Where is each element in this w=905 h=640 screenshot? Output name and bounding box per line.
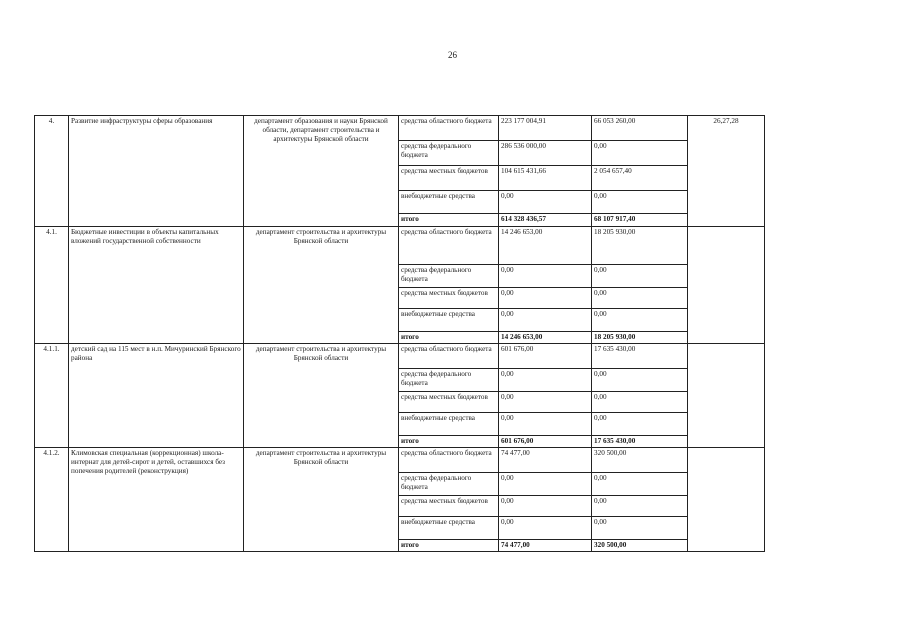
funding-source: итого xyxy=(399,436,499,448)
amount-col-1: 74 477,00 xyxy=(499,448,592,473)
indicator-reference xyxy=(688,227,765,344)
amount-col-1: 0,00 xyxy=(499,473,592,496)
page-number: 26 xyxy=(448,50,457,60)
item-number: 4.1. xyxy=(35,227,69,344)
funding-row xyxy=(35,116,765,141)
amount-col-2: 18 205 930,00 xyxy=(592,227,688,265)
item-number: 4.1.2. xyxy=(35,448,69,552)
amount-col-1: 14 246 653,00 xyxy=(499,332,592,344)
funding-source: средства областного бюджета xyxy=(399,116,499,141)
funding-row xyxy=(35,344,765,369)
funding-source: итого xyxy=(399,214,499,227)
amount-col-1: 0,00 xyxy=(499,369,592,392)
amount-col-1: 0,00 xyxy=(499,413,592,436)
item-name: Климовская специальная (коррекционная) школа-интернат для детей-сирот и детей, оставшихся без попечения родителей (реконструкция) xyxy=(69,448,244,552)
amount-col-1: 223 177 004,91 xyxy=(499,116,592,141)
amount-col-1: 614 328 436,57 xyxy=(499,214,592,227)
amount-col-2: 17 635 430,00 xyxy=(592,436,688,448)
amount-col-2: 0,00 xyxy=(592,265,688,288)
funding-source: средства областного бюджета xyxy=(399,344,499,369)
indicator-reference xyxy=(688,448,765,552)
funding-source: средства федерального бюджета xyxy=(399,473,499,496)
amount-col-2: 0,00 xyxy=(592,369,688,392)
item-executor: департамент образования и науки Брянской области, департамент строительства и архитектуры Брянской области xyxy=(244,116,399,227)
funding-source: итого xyxy=(399,540,499,552)
amount-col-2: 320 500,00 xyxy=(592,540,688,552)
funding-source: средства федерального бюджета xyxy=(399,265,499,288)
amount-col-2: 320 500,00 xyxy=(592,448,688,473)
funding-source: итого xyxy=(399,332,499,344)
funding-source: средства федерального бюджета xyxy=(399,369,499,392)
indicator-reference: 26,27,28 xyxy=(688,116,765,227)
amount-col-2: 0,00 xyxy=(592,413,688,436)
amount-col-2: 68 107 917,40 xyxy=(592,214,688,227)
funding-source: внебюджетные средства xyxy=(399,517,499,540)
funding-row xyxy=(35,227,765,265)
amount-col-1: 0,00 xyxy=(499,288,592,309)
funding-source: средства местных бюджетов xyxy=(399,392,499,413)
amount-col-1: 601 676,00 xyxy=(499,344,592,369)
amount-col-2: 17 635 430,00 xyxy=(592,344,688,369)
amount-col-1: 0,00 xyxy=(499,392,592,413)
amount-col-2: 66 053 260,00 xyxy=(592,116,688,141)
amount-col-1: 104 615 431,66 xyxy=(499,166,592,191)
amount-col-1: 0,00 xyxy=(499,191,592,214)
item-name: детский сад на 115 мест в н.п. Мичуринский Брянского района xyxy=(69,344,244,448)
amount-col-2: 0,00 xyxy=(592,517,688,540)
amount-col-2: 0,00 xyxy=(592,288,688,309)
budget-table xyxy=(34,115,765,552)
funding-source: средства местных бюджетов xyxy=(399,166,499,191)
amount-col-1: 286 536 000,00 xyxy=(499,141,592,166)
amount-col-2: 2 054 657,40 xyxy=(592,166,688,191)
amount-col-2: 0,00 xyxy=(592,191,688,214)
amount-col-2: 18 205 930,00 xyxy=(592,332,688,344)
amount-col-2: 0,00 xyxy=(592,309,688,332)
amount-col-2: 0,00 xyxy=(592,496,688,517)
item-name: Развитие инфраструктуры сферы образования xyxy=(69,116,244,227)
amount-col-1: 14 246 653,00 xyxy=(499,227,592,265)
amount-col-1: 0,00 xyxy=(499,517,592,540)
funding-source: средства областного бюджета xyxy=(399,448,499,473)
funding-source: средства областного бюджета xyxy=(399,227,499,265)
item-executor: департамент строительства и архитектуры Брянской области xyxy=(244,448,399,552)
amount-col-1: 601 676,00 xyxy=(499,436,592,448)
amount-col-1: 0,00 xyxy=(499,496,592,517)
item-name: Бюджетные инвестиции в объекты капитальных вложений государственной собственности xyxy=(69,227,244,344)
funding-source: средства местных бюджетов xyxy=(399,496,499,517)
item-number: 4. xyxy=(35,116,69,227)
item-number: 4.1.1. xyxy=(35,344,69,448)
funding-row xyxy=(35,448,765,473)
funding-source: средства федерального бюджета xyxy=(399,141,499,166)
amount-col-2: 0,00 xyxy=(592,141,688,166)
funding-source: внебюджетные средства xyxy=(399,413,499,436)
amount-col-1: 0,00 xyxy=(499,265,592,288)
funding-source: внебюджетные средства xyxy=(399,191,499,214)
funding-source: средства местных бюджетов xyxy=(399,288,499,309)
amount-col-1: 0,00 xyxy=(499,309,592,332)
amount-col-2: 0,00 xyxy=(592,392,688,413)
amount-col-2: 0,00 xyxy=(592,473,688,496)
amount-col-1: 74 477,00 xyxy=(499,540,592,552)
item-executor: департамент строительства и архитектуры Брянской области xyxy=(244,344,399,448)
item-executor: департамент строительства и архитектуры Брянской области xyxy=(244,227,399,344)
funding-source: внебюджетные средства xyxy=(399,309,499,332)
indicator-reference xyxy=(688,344,765,448)
